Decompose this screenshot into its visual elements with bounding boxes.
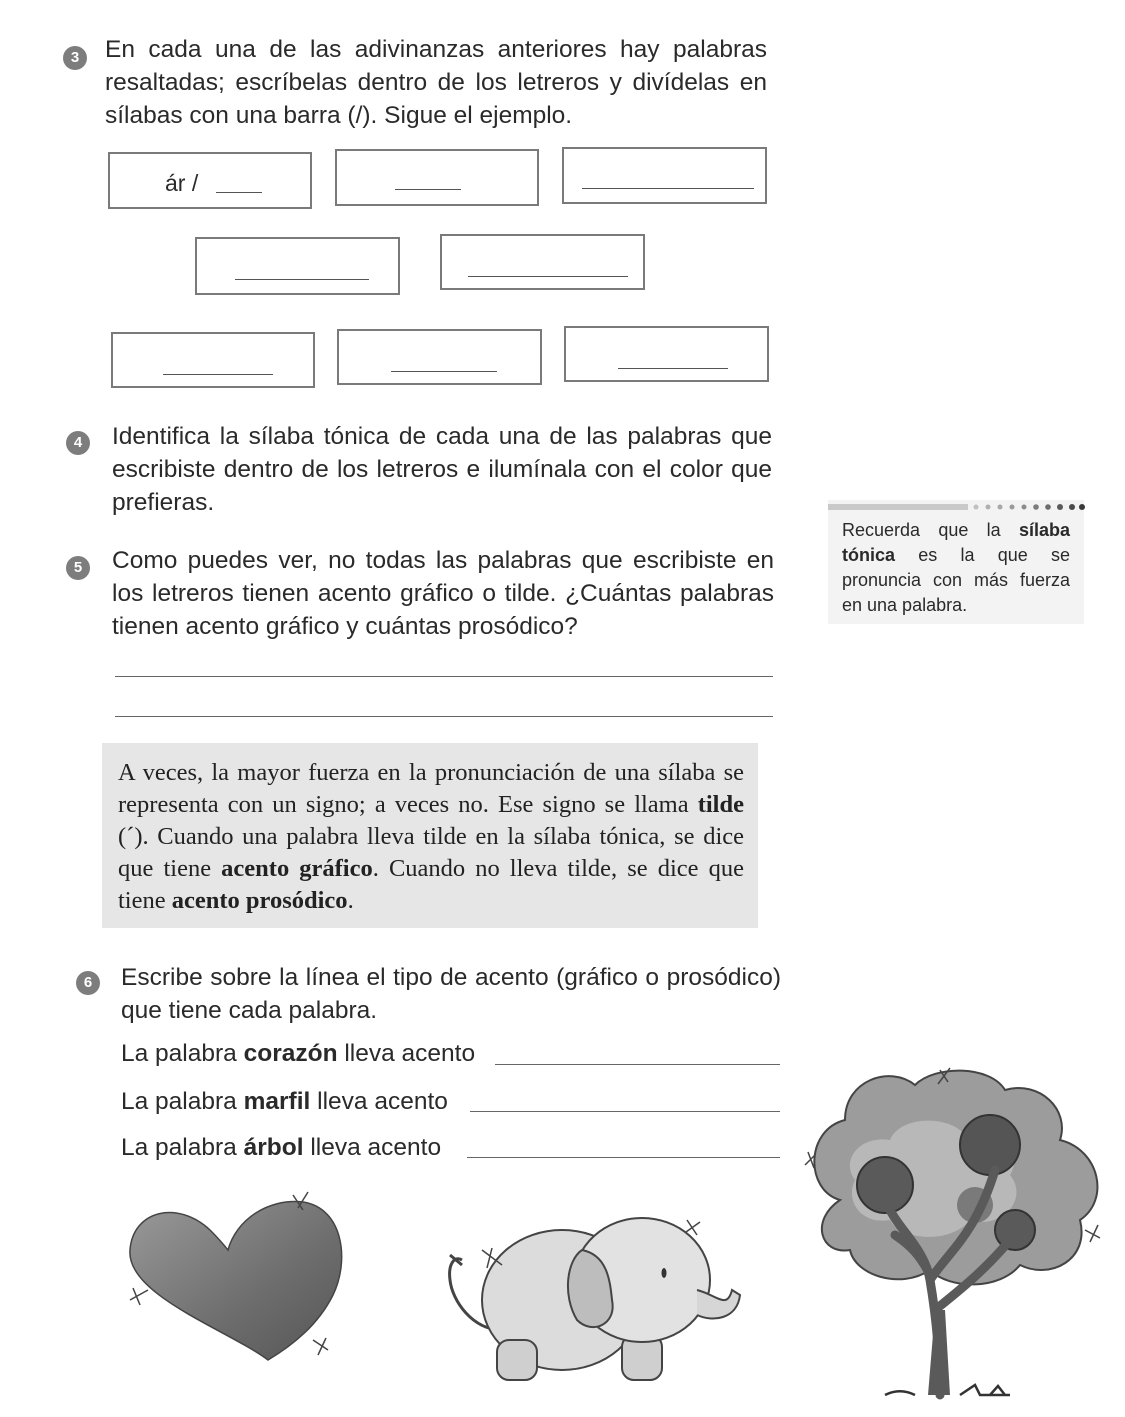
sidebar-note — [828, 500, 1084, 624]
exercise-4-number: 4 — [66, 431, 90, 455]
accent-sentence: La palabra marfil lleva acento — [121, 1088, 448, 1115]
info-box — [102, 743, 758, 928]
sign-box[interactable] — [564, 326, 769, 382]
exercise-6-number: 6 — [76, 971, 100, 995]
sign-box[interactable] — [562, 147, 767, 204]
exercise-4-instruction: Identifica la sílaba tónica de cada una de las palabras que escribiste dentro de los letreros e ilumínala con el color que prefieras. — [112, 423, 772, 516]
example-syllable: ár / — [165, 170, 199, 196]
dotted-divider-icon — [828, 500, 1088, 514]
answer-line[interactable] — [495, 1064, 780, 1065]
elephant-illustration — [442, 1210, 747, 1390]
sign-box[interactable] — [195, 237, 400, 295]
sign-box[interactable] — [108, 152, 312, 209]
exercise-5-instruction: Como puedes ver, no todas las palabras que escribiste en los letreros tienen acento gráfico o tilde. ¿Cuántas palabras tienen acento gráfico y cuántas prosódico? — [112, 547, 774, 640]
answer-line — [618, 368, 728, 369]
exercise-3-number: 3 — [63, 46, 87, 70]
answer-line — [391, 371, 497, 372]
sign-box[interactable] — [111, 332, 315, 388]
sign-box[interactable] — [335, 149, 539, 206]
accent-sentence: La palabra corazón lleva acento — [121, 1040, 476, 1067]
exercise-5-number: 5 — [66, 556, 90, 580]
tree-illustration — [800, 1060, 1110, 1400]
sign-box[interactable] — [337, 329, 542, 385]
heart-illustration — [118, 1190, 358, 1370]
answer-line[interactable] — [470, 1111, 780, 1112]
answer-line[interactable] — [115, 716, 773, 717]
answer-line — [395, 189, 461, 190]
answer-line — [582, 188, 754, 189]
answer-line — [235, 279, 369, 280]
answer-line — [468, 276, 628, 277]
answer-line — [216, 192, 262, 193]
answer-line[interactable] — [115, 676, 773, 677]
accent-sentence: La palabra árbol lleva acento — [121, 1134, 442, 1161]
exercise-3-instruction: En cada una de las adivinanzas anteriores hay palabras resaltadas; escríbelas dentro de los letreros y divídelas en sílabas con una barra (/). Sigue el ejemplo. — [105, 36, 767, 129]
sidebar-text: Recuerda que la sílaba tónica es la que se pronuncia con más fuerza en una palabra. — [842, 520, 1070, 615]
answer-line — [163, 374, 273, 375]
answer-line[interactable] — [467, 1157, 780, 1158]
sign-box[interactable] — [440, 234, 645, 290]
info-text: A veces, la mayor fuerza en la pronunciación de una sílaba se representa con un signo; a veces no. Ese signo se llama tilde (´). Cuando una palabra lleva tilde en la sílaba tónica, se dice que tiene acento gráfico. Cuando no lleva tilde, se dice que tiene acento prosódico. — [118, 759, 744, 914]
exercise-6-instruction: Escribe sobre la línea el tipo de acento (gráfico o prosódico) que tiene cada palabra. — [121, 964, 781, 1024]
